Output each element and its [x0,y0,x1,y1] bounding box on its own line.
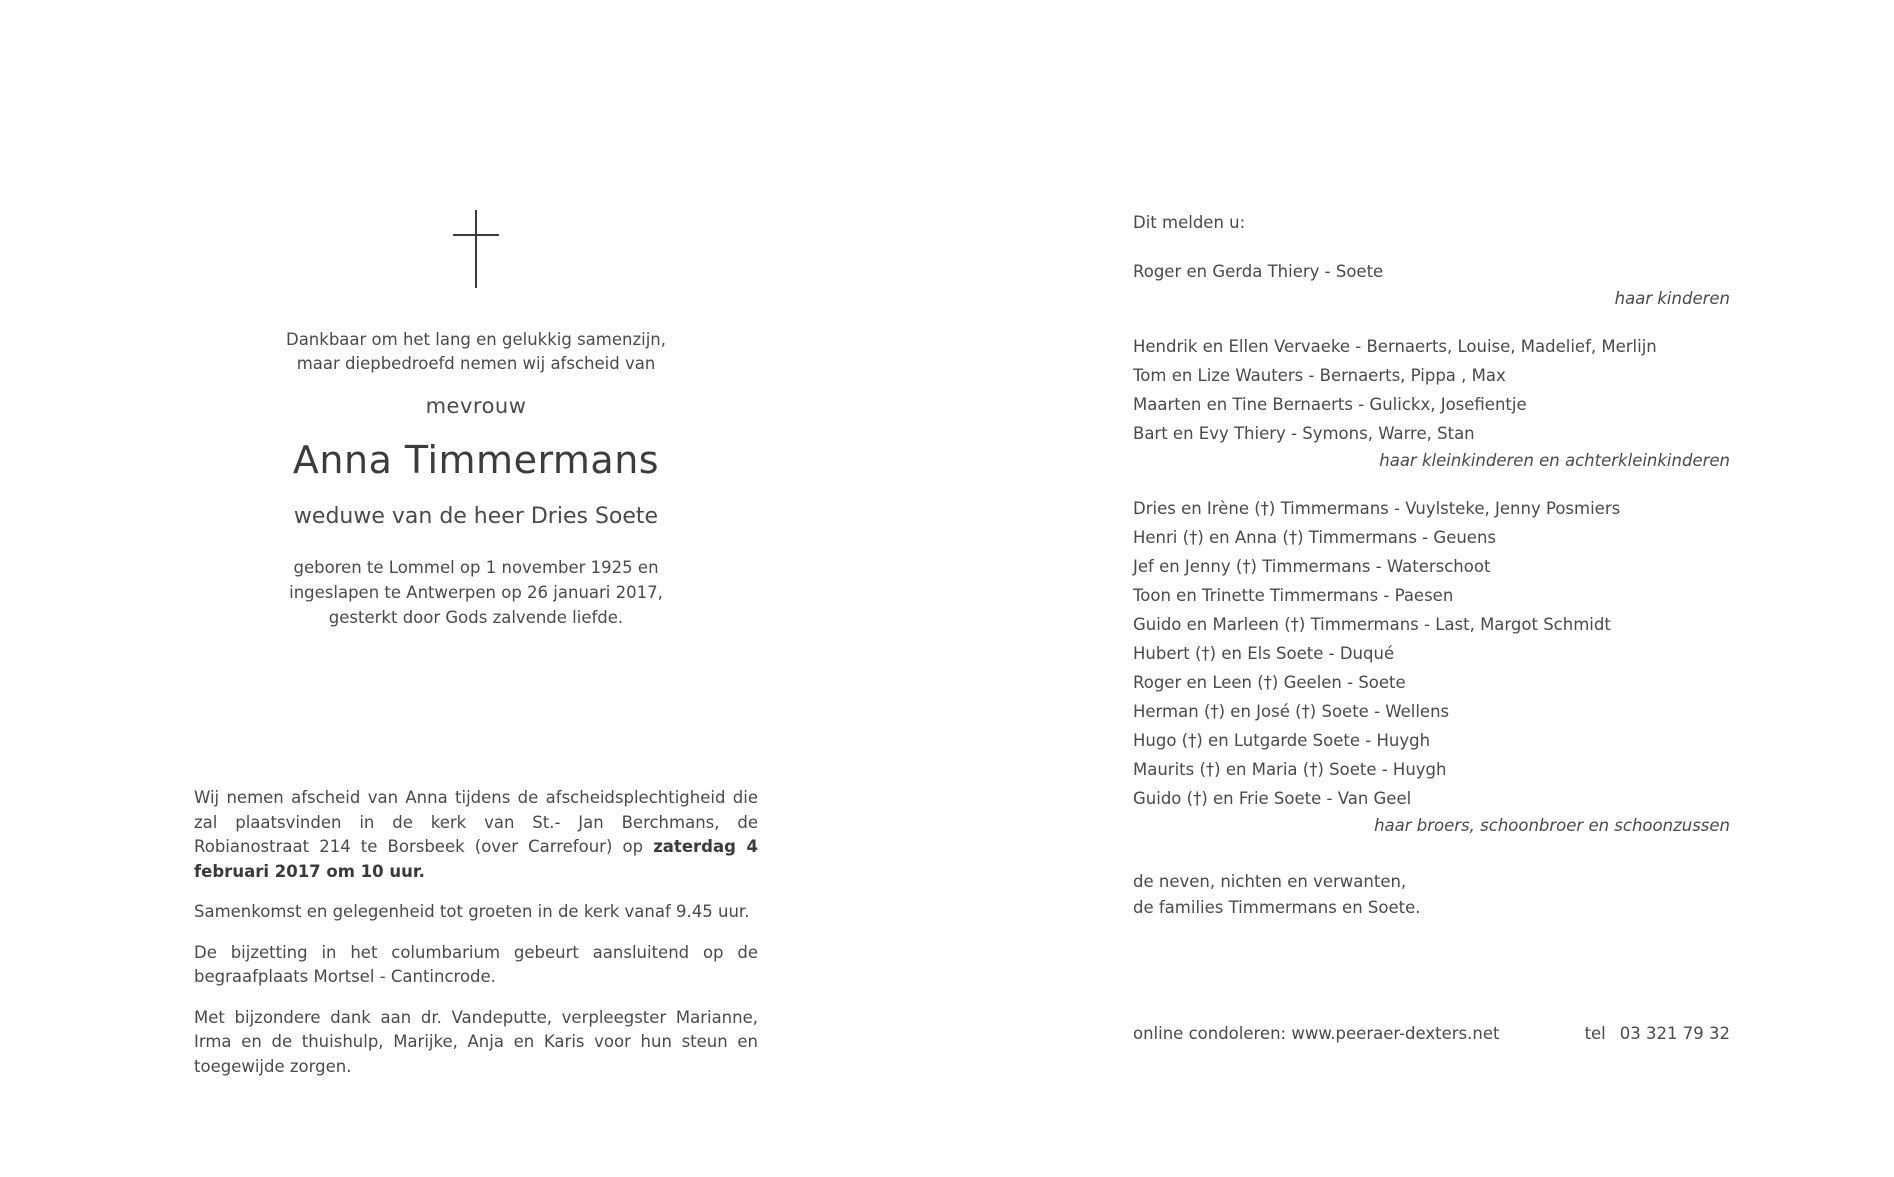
family-line: Dries en Irène (†) Timmermans - Vuylsteke, Jenny Posmiers [1133,499,1621,518]
deceased-name: Anna Timmermans [292,438,660,482]
family-line: Roger en Leen (†) Geelen - Soete [1133,673,1406,692]
family-line: Roger en Gerda Thiery - Soete [1133,262,1384,281]
family-line: Hubert (†) en Els Soete - Duqué [1133,644,1395,663]
ceremony-info [194,786,758,1095]
family-line: Maarten en Tine Bernaerts - Gulickx, Josefientje [1133,395,1527,414]
honorific: mevrouw [425,394,527,418]
family-line: Guido (†) en Frie Soete - Van Geel [1133,789,1412,808]
announcement-panel [194,210,758,630]
siblings-caption: haar broers, schoonbroer en schoonzussen [1374,816,1730,835]
family-panel [1133,208,1730,1047]
birth-details [194,555,758,630]
contact-footer [1133,1021,1730,1047]
closing-line: de families Timmermans en Soete. [1133,898,1421,917]
grandchildren-list [1133,332,1730,448]
birth-line: gesterkt door Gods zalvende liefde. [328,608,624,627]
closing-line: de neven, nichten en verwanten, [1133,872,1407,891]
family-line: Toon en Trinette Timmermans - Paesen [1133,586,1454,605]
ceremony-paragraph [194,786,758,884]
family-line: Herman (†) en José (†) Soete - Wellens [1133,702,1450,721]
phone-info [1585,1021,1730,1047]
intro-line: Dankbaar om het lang en gelukkig samenzijn, [285,330,666,349]
birth-line: geboren te Lommel op 1 november 1925 en [293,558,659,577]
children-list [1133,257,1730,286]
gathering-paragraph: Samenkomst en gelegenheid tot groeten in de kerk vanaf 9.45 uur. [194,902,750,921]
online-condolence-link[interactable]: online condoleren: www.peeraer-dexters.net [1133,1024,1500,1043]
grandchildren-caption: haar kleinkinderen en achterkleinkinderen [1379,451,1730,470]
birth-line: ingeslapen te Antwerpen op 26 januari 2017, [289,583,663,602]
closing-text [1133,869,1730,921]
intro-text [194,328,758,376]
family-line: Hendrik en Ellen Vervaeke - Bernaerts, Louise, Madelief, Merlijn [1133,337,1657,356]
phone-label: tel [1584,1024,1606,1043]
family-line: Maurits (†) en Maria (†) Soete - Huygh [1133,760,1447,779]
siblings-list [1133,494,1730,813]
intro-line: maar diepbedroefd nemen wij afscheid van [296,354,656,373]
family-line: Henri (†) en Anna (†) Timmermans - Geuens [1133,528,1497,547]
phone-number: 03 321 79 32 [1619,1024,1730,1043]
children-caption: haar kinderen [1614,289,1730,308]
thanks-paragraph: Met bijzondere dank aan dr. Vandeputte, verpleegster Marianne, Irma en de thuishulp, Marijke, Anja en Karis voor hun steun en toegewijde zorgen. [194,1007,758,1076]
family-line: Bart en Evy Thiery - Symons, Warre, Stan [1133,424,1475,443]
family-line: Jef en Jenny (†) Timmermans - Waterschoot [1133,557,1491,576]
cross-icon [453,210,499,288]
family-line: Guido en Marleen (†) Timmermans - Last, Margot Schmidt [1133,615,1611,634]
widow-line: weduwe van de heer Dries Soete [293,504,659,529]
ceremony-date: zaterdag 4 februari 2017 om 10 uur. [194,837,758,881]
family-line: Hugo (†) en Lutgarde Soete - Huygh [1133,731,1431,750]
burial-paragraph: De bijzetting in het columbarium gebeurt aansluitend op de begraafplaats Mortsel - Cantincrode. [194,942,758,986]
family-line: Tom en Lize Wauters - Bernaerts, Pippa , Max [1133,366,1506,385]
ceremony-text: Wij nemen afscheid van Anna tijdens de afscheidsplechtigheid die zal plaatsvinden in de kerk van St.- Jan Berchmans, de Robianostraat 214 te Borsbeek (over Carrefour) op [194,788,758,856]
family-header: Dit melden u: [1133,213,1246,232]
